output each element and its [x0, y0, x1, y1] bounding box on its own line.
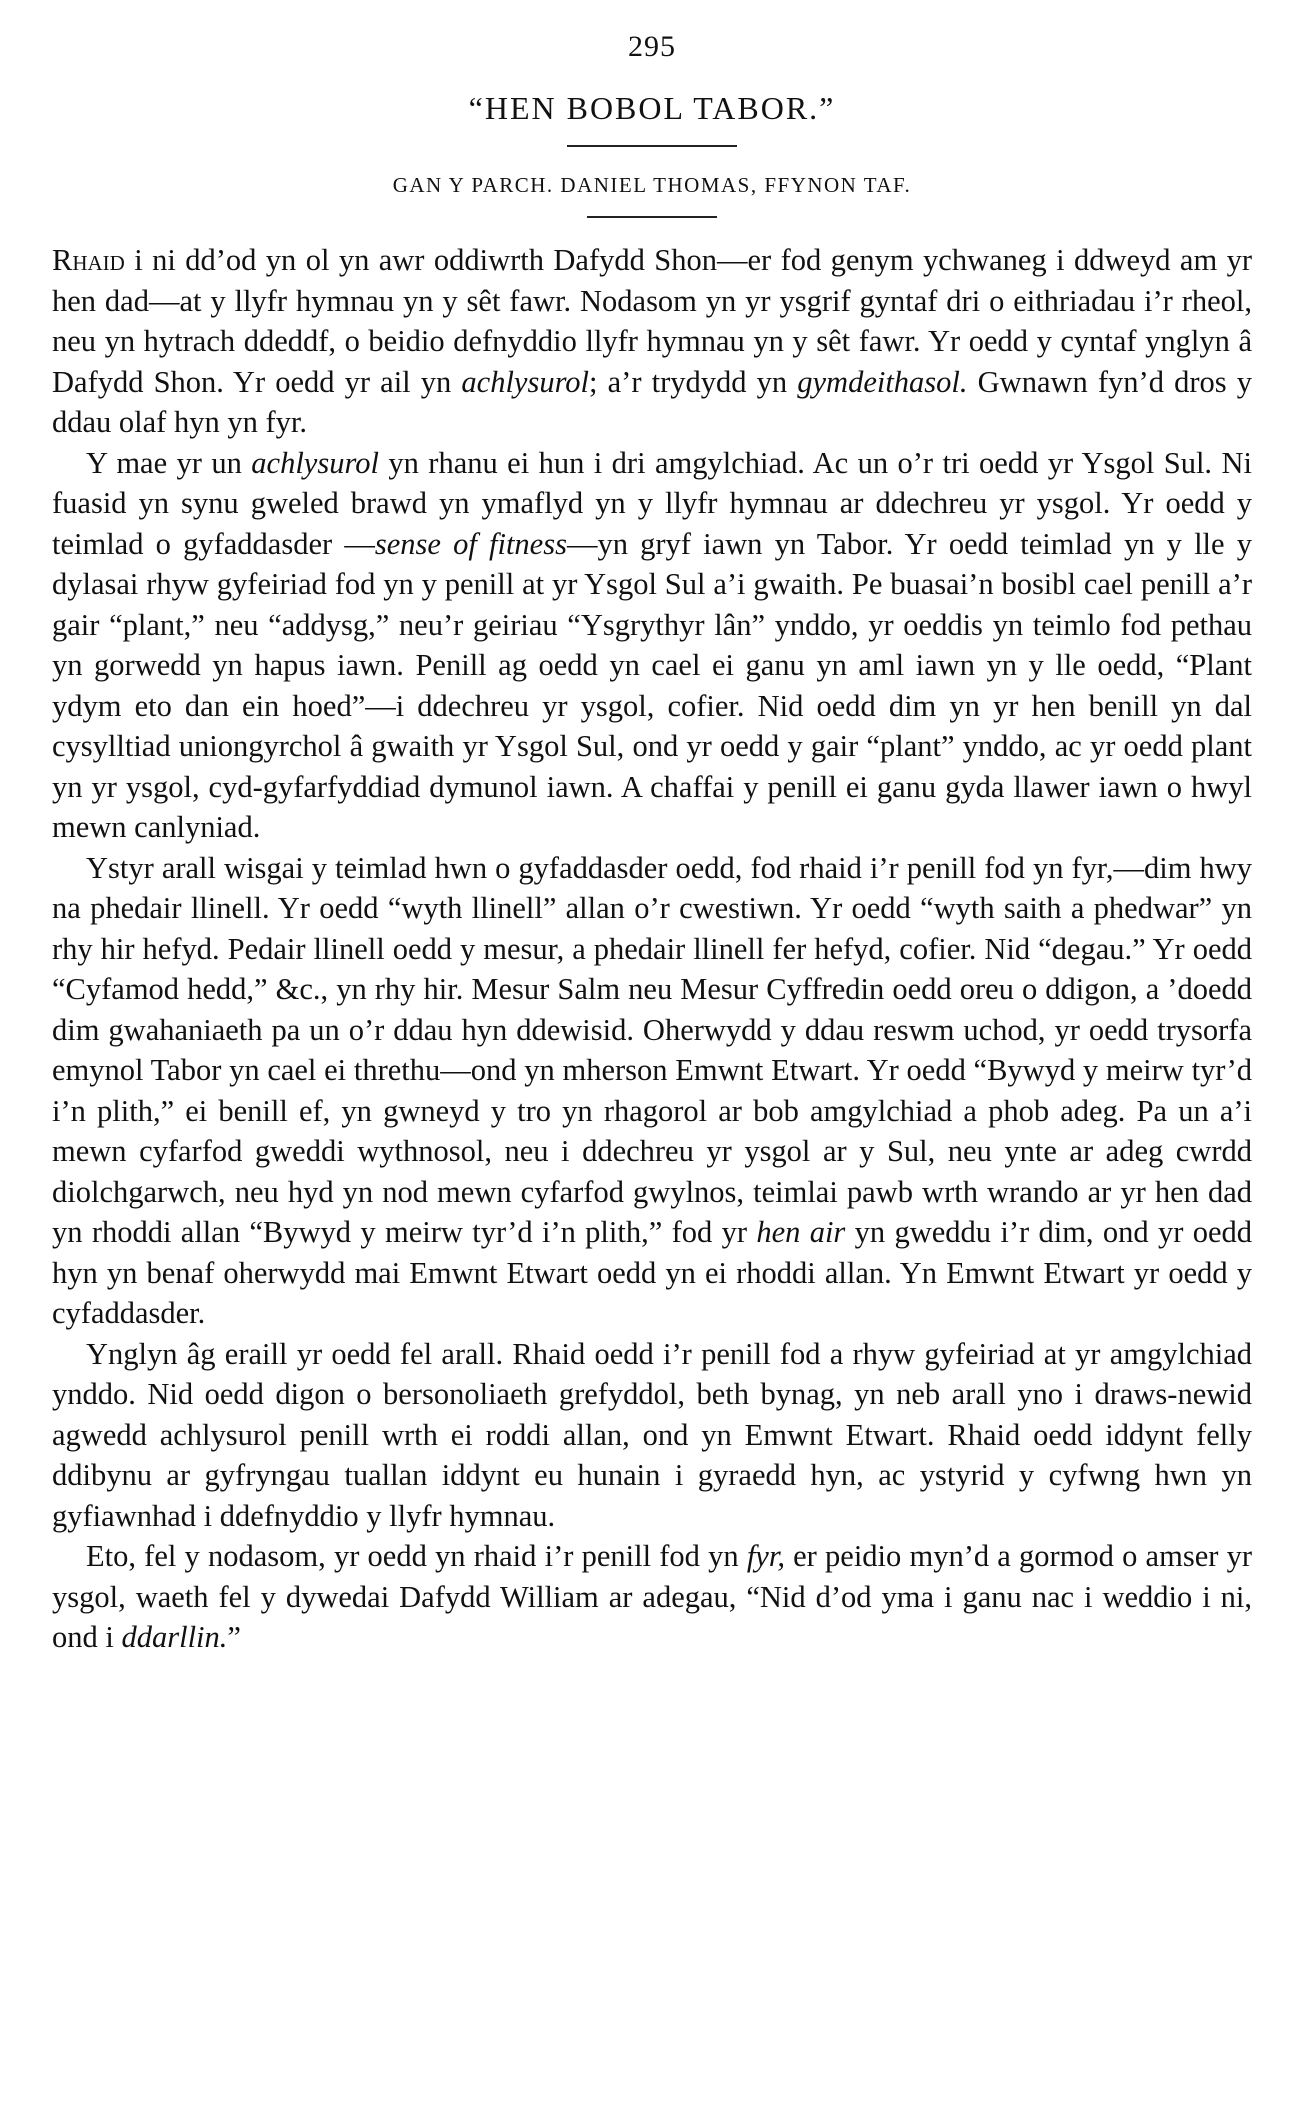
italic-term: achlysurol	[461, 364, 590, 399]
author-line: GAN Y PARCH. DANIEL THOMAS, FFYNON TAF.	[392, 173, 912, 197]
author-rule	[587, 216, 717, 218]
italic-term: fyr,	[746, 1539, 785, 1573]
italic-term: gymdeithasol.	[797, 364, 968, 399]
paragraph-3: Ystyr arall wisgai y teimlad hwn o gyfaddasder oedd, fod rhaid i’r penill fod yn fyr,—dim hwy na phedair llinell. Yr oedd “wyth llinell” allan o’r cwestiwn. Yr oedd “wyth saith a phedwar” yn rhy hir hefyd. Pedair llinell oedd y mesur, a phedair llinell fer hefyd, cofier. Nid “degau.” Yr oedd “Cyfamod hedd,” &c., yn rhy hir. Mesur Salm neu Mesur Cyffredin oedd oreu o ddigon, a ’doedd dim gwahaniaeth pa un o’r ddau hyn ddewisid. Oherwydd y ddau reswm uchod, yr oedd trysorfa emynol Tabor yn cael ei threthu—ond yn mherson Emwnt Etwart. Yr oedd “Bywyd y meirw tyr’d i’n plith,” ei benill ef, yn gwneyd y tro yn rhagorol ar bob amgylchiad a phob adeg. Pa un a’i mewn cyfarfod gweddi wythnosol, neu i ddechreu yr ysgol ar y Sul, neu ynte ar adeg cwrdd diolchgarwch, neu hyd yn nod mewn cyfarfod gwylnos, teimlai pawb wrth wrando ar yr hen dad yn rhoddi allan “Bywyd y meirw tyr’d i’n plith,” fod yr hen air yn gweddu i’r dim, ond yr oedd hyn yn benaf oherwydd mai Emwnt Etwart oedd yn ei rhoddi allan. Yn Emwnt Etwart yr oedd y cyfaddasder.	[52, 850, 1252, 1330]
book-page	[52, 30, 1252, 1658]
paragraph-2: Y mae yr un achlysurol yn rhanu ei hun i dri amgylchiad. Ac un o’r tri oedd yr Ysgol Sul. Ni fuasid yn synu gweled brawd yn ymaflyd yn y llyfr hymnau ar ddechreu yr ysgol. Yr oedd y teimlad o gyfaddasder —sense of fitness—yn gryf iawn yn Tabor. Yr oedd teimlad yn y lle y dylasai rhyw gyfeiriad fod yn y penill at yr Ysgol Sul a’i gwaith. Pe buasai’n bosibl cael penill a’r gair “plant,” neu “addysg,” neu’r geiriau “Ysgrythyr lân” ynddo, yr oeddis yn teimlo fod pethau yn gorwedd yn hapus iawn. Penill ag oedd yn cael ei ganu yn aml iawn yn y lle oedd, “Plant ydym eto dan ein hoed”—i ddechreu yr ysgol, cofier. Nid oedd dim yn yr hen benill yn dal cysylltiad uniongyrchol â gwaith yr Ysgol Sul, ond yr oedd y gair “plant” ynddo, ac yr oedd plant yn yr ysgol, cyd-gyfarfyddiad dymunol iawn. A chaffai y penill ei ganu gyda llawer iawn o hwyl mewn canlyniad.	[52, 445, 1252, 844]
italic-term: ddarllin.	[121, 1620, 228, 1654]
paragraph-5: Eto, fel y nodasom, yr oedd yn rhaid i’r penill fod yn fyr, er peidio myn’d a gormod o amser yr ysgol, waeth fel y dywedai Dafydd William ar adegau, “Nid d’od yma i ganu nac i weddio i ni, ond i ddarllin.”	[52, 1539, 1252, 1654]
italic-term: sense of fitness	[374, 526, 567, 561]
italic-term: hen air	[756, 1215, 846, 1249]
paragraph-4: Ynglyn âg eraill yr oedd fel arall. Rhaid oedd i’r penill fod a rhyw gyfeiriad at yr amgylchiad ynddo. Nid oedd digon o bersonoliaeth grefyddol, beth bynag, yn neb arall yno i draws-newid agwedd achlysurol penill wrth ei roddi allan, ond yn Emwnt Etwart. Rhaid oedd iddynt felly ddibynu ar gyfryngau tuallan iddynt eu hunain i gyraedd hyn, ac ystyrid y cyfwng hwn yn gyfiawnhad i ddefnyddio y llyfr hymnau.	[52, 1336, 1252, 1533]
italic-term: achlysurol	[251, 445, 379, 480]
article-title: “HEN BOBOL TABOR.”	[468, 90, 836, 126]
paragraph-1: Rhaid i ni dd’od yn ol yn awr oddiwrth Dafydd Shon—er fod genym ychwaneg i ddweyd am yr hen dad—at y llyfr hymnau yn y sêt fawr. Nodasom yn yr ysgrif gyntaf dri o eithriadau i’r rheol, neu yn hytrach ddeddf, o beidio defnyddio llyfr hymnau yn y sêt fawr. Yr oedd y cyntaf ynglyn â Dafydd Shon. Yr oedd yr ail yn achlysurol; a’r trydydd yn gymdeithasol. Gwnawn fyn’d dros y ddau olaf hyn yn fyr.	[52, 243, 1252, 439]
page-number: 295	[628, 30, 676, 63]
drop-word: Rhaid	[52, 243, 125, 277]
title-rule	[567, 145, 737, 147]
